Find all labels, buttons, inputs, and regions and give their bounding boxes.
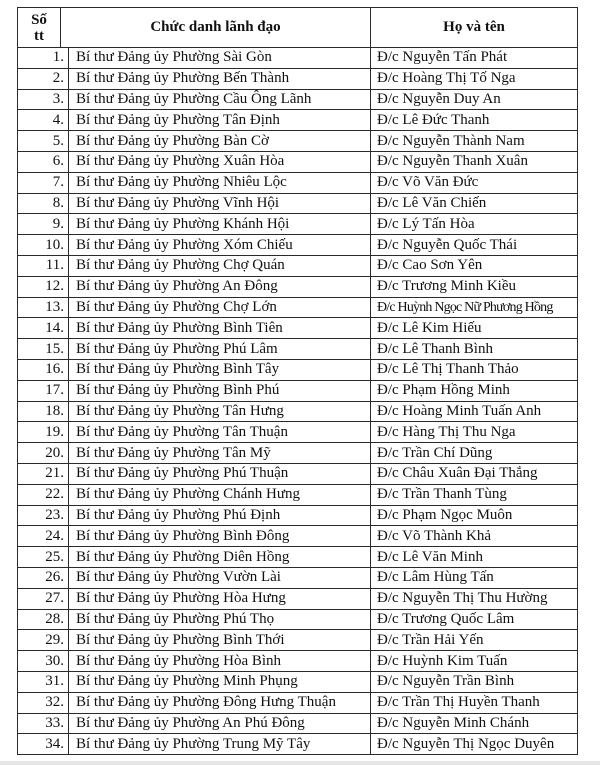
row-title: Bí thư Đảng ủy Phường Vườn Lài bbox=[69, 567, 371, 588]
table-row bbox=[18, 48, 578, 69]
row-stt: 18. bbox=[18, 401, 69, 422]
document-page bbox=[17, 7, 577, 755]
row-stt: 13. bbox=[18, 297, 69, 318]
row-title: Bí thư Đảng ủy Phường Tân Mỹ bbox=[69, 443, 371, 464]
row-name: Đ/c Trần Chí Dũng bbox=[371, 443, 578, 464]
row-name: Đ/c Nguyễn Thị Thu Hường bbox=[371, 588, 578, 609]
row-name: Đ/c Nguyễn Minh Chánh bbox=[371, 713, 578, 734]
row-title: Bí thư Đảng ủy Phường Phú Lâm bbox=[69, 339, 371, 360]
header-stt-title-group bbox=[18, 8, 371, 48]
table-row bbox=[18, 567, 578, 588]
row-title: Bí thư Đảng ủy Phường Khánh Hội bbox=[69, 214, 371, 235]
row-stt: 19. bbox=[18, 422, 69, 443]
row-title: Bí thư Đảng ủy Phường Bàn Cờ bbox=[69, 131, 371, 152]
table-row bbox=[18, 68, 578, 89]
table-row bbox=[18, 89, 578, 110]
table-row bbox=[18, 380, 578, 401]
row-title: Bí thư Đảng ủy Phường Chánh Hưng bbox=[69, 484, 371, 505]
row-name: Đ/c Lê Đức Thanh bbox=[371, 110, 578, 131]
row-title: Bí thư Đảng ủy Phường Bình Đông bbox=[69, 526, 371, 547]
row-stt: 33. bbox=[18, 713, 69, 734]
row-title: Bí thư Đảng ủy Phường Diên Hồng bbox=[69, 547, 371, 568]
table-row bbox=[18, 214, 578, 235]
row-stt: 22. bbox=[18, 484, 69, 505]
table-row bbox=[18, 172, 578, 193]
header-name: Họ và tên bbox=[371, 8, 578, 48]
table-body bbox=[18, 48, 578, 755]
row-name: Đ/c Nguyễn Thanh Xuân bbox=[371, 151, 578, 172]
row-name: Đ/c Lê Kim Hiếu bbox=[371, 318, 578, 339]
table-row bbox=[18, 276, 578, 297]
table-row bbox=[18, 359, 578, 380]
row-name: Đ/c Lâm Hùng Tấn bbox=[371, 567, 578, 588]
row-name: Đ/c Phạm Hồng Minh bbox=[371, 380, 578, 401]
row-name: Đ/c Trương Quốc Lâm bbox=[371, 609, 578, 630]
row-stt: 5. bbox=[18, 131, 69, 152]
table-row bbox=[18, 651, 578, 672]
row-title: Bí thư Đảng ủy Phường Xóm Chiếu bbox=[69, 235, 371, 256]
row-title: Bí thư Đảng ủy Phường Phú Thuận bbox=[69, 463, 371, 484]
row-title: Bí thư Đảng ủy Phường Trung Mỹ Tây bbox=[69, 734, 371, 755]
header-stt-line1: Số bbox=[31, 11, 47, 28]
row-title: Bí thư Đảng ủy Phường Hòa Hưng bbox=[69, 588, 371, 609]
row-title: Bí thư Đảng ủy Phường Bình Tây bbox=[69, 359, 371, 380]
row-name: Đ/c Võ Văn Đức bbox=[371, 172, 578, 193]
row-title: Bí thư Đảng ủy Phường Bến Thành bbox=[69, 68, 371, 89]
table-row bbox=[18, 318, 578, 339]
row-name: Đ/c Võ Thành Khả bbox=[371, 526, 578, 547]
table-row bbox=[18, 671, 578, 692]
row-name: Đ/c Lê Thanh Bình bbox=[371, 339, 578, 360]
table-row bbox=[18, 422, 578, 443]
row-name: Đ/c Nguyễn Trần Bình bbox=[371, 671, 578, 692]
header-stt bbox=[18, 8, 61, 47]
row-name: Đ/c Lê Thị Thanh Thảo bbox=[371, 359, 578, 380]
row-stt: 8. bbox=[18, 193, 69, 214]
row-title: Bí thư Đảng ủy Phường Xuân Hòa bbox=[69, 151, 371, 172]
row-stt: 29. bbox=[18, 630, 69, 651]
table-row bbox=[18, 297, 578, 318]
row-name: Đ/c Cao Sơn Yên bbox=[371, 255, 578, 276]
table-row bbox=[18, 734, 578, 755]
row-stt: 28. bbox=[18, 609, 69, 630]
page-bottom-edge bbox=[0, 761, 600, 765]
row-title: Bí thư Đảng ủy Phường Minh Phụng bbox=[69, 671, 371, 692]
row-stt: 27. bbox=[18, 588, 69, 609]
row-stt: 3. bbox=[18, 89, 69, 110]
row-name: Đ/c Nguyễn Duy An bbox=[371, 89, 578, 110]
row-name: Đ/c Lê Văn Chiến bbox=[371, 193, 578, 214]
row-stt: 26. bbox=[18, 567, 69, 588]
row-name: Đ/c Nguyễn Tấn Phát bbox=[371, 48, 578, 69]
row-name: Đ/c Nguyễn Thành Nam bbox=[371, 131, 578, 152]
row-stt: 6. bbox=[18, 151, 69, 172]
table-row bbox=[18, 692, 578, 713]
row-name: Đ/c Lý Tấn Hòa bbox=[371, 214, 578, 235]
row-name: Đ/c Trần Thị Huyền Thanh bbox=[371, 692, 578, 713]
row-title: Bí thư Đảng ủy Phường Bình Phú bbox=[69, 380, 371, 401]
row-title: Bí thư Đảng ủy Phường Tân Định bbox=[69, 110, 371, 131]
table-row bbox=[18, 193, 578, 214]
row-stt: 32. bbox=[18, 692, 69, 713]
row-title: Bí thư Đảng ủy Phường Nhiêu Lộc bbox=[69, 172, 371, 193]
row-stt: 10. bbox=[18, 235, 69, 256]
row-name: Đ/c Châu Xuân Đại Thắng bbox=[371, 463, 578, 484]
row-stt: 1. bbox=[18, 48, 69, 69]
row-stt: 25. bbox=[18, 547, 69, 568]
row-title: Bí thư Đảng ủy Phường Phú Định bbox=[69, 505, 371, 526]
row-title: Bí thư Đảng ủy Phường Bình Thới bbox=[69, 630, 371, 651]
row-stt: 20. bbox=[18, 443, 69, 464]
row-stt: 11. bbox=[18, 255, 69, 276]
row-name: Đ/c Huỳnh Kim Tuấn bbox=[371, 651, 578, 672]
row-stt: 16. bbox=[18, 359, 69, 380]
row-title: Bí thư Đảng ủy Phường Hòa Bình bbox=[69, 651, 371, 672]
table-row bbox=[18, 110, 578, 131]
table-row bbox=[18, 526, 578, 547]
row-stt: 21. bbox=[18, 463, 69, 484]
table-row bbox=[18, 339, 578, 360]
row-stt: 7. bbox=[18, 172, 69, 193]
row-stt: 12. bbox=[18, 276, 69, 297]
table-row bbox=[18, 505, 578, 526]
row-title: Bí thư Đảng ủy Phường An Đông bbox=[69, 276, 371, 297]
row-stt: 9. bbox=[18, 214, 69, 235]
row-name: Đ/c Hoàng Thị Tố Nga bbox=[371, 68, 578, 89]
table-row bbox=[18, 547, 578, 568]
table-row bbox=[18, 463, 578, 484]
row-name: Đ/c Hàng Thị Thu Nga bbox=[371, 422, 578, 443]
row-title: Bí thư Đảng ủy Phường Chợ Quán bbox=[69, 255, 371, 276]
table-row bbox=[18, 443, 578, 464]
leaders-table bbox=[17, 7, 578, 755]
row-title: Bí thư Đảng ủy Phường Vĩnh Hội bbox=[69, 193, 371, 214]
table-row bbox=[18, 588, 578, 609]
table-row bbox=[18, 255, 578, 276]
row-name: Đ/c Trương Minh Kiều bbox=[371, 276, 578, 297]
row-title: Bí thư Đảng ủy Phường Tân Thuận bbox=[69, 422, 371, 443]
row-name: Đ/c Phạm Ngọc Muôn bbox=[371, 505, 578, 526]
row-stt: 14. bbox=[18, 318, 69, 339]
header-title: Chức danh lãnh đạo bbox=[150, 19, 281, 35]
row-stt: 2. bbox=[18, 68, 69, 89]
row-name: Đ/c Trần Hải Yến bbox=[371, 630, 578, 651]
row-name: Đ/c Lê Văn Minh bbox=[371, 547, 578, 568]
table-row bbox=[18, 484, 578, 505]
row-title: Bí thư Đảng ủy Phường An Phú Đông bbox=[69, 713, 371, 734]
row-stt: 17. bbox=[18, 380, 69, 401]
row-name: Đ/c Trần Thanh Tùng bbox=[371, 484, 578, 505]
row-title: Bí thư Đảng ủy Phường Đông Hưng Thuận bbox=[69, 692, 371, 713]
table-row bbox=[18, 151, 578, 172]
row-stt: 23. bbox=[18, 505, 69, 526]
row-title: Bí thư Đảng ủy Phường Tân Hưng bbox=[69, 401, 371, 422]
row-name: Đ/c Nguyễn Thị Ngọc Duyên bbox=[371, 734, 578, 755]
row-stt: 31. bbox=[18, 671, 69, 692]
row-stt: 4. bbox=[18, 110, 69, 131]
table-row bbox=[18, 235, 578, 256]
table-row bbox=[18, 609, 578, 630]
row-stt: 34. bbox=[18, 734, 69, 755]
header-stt-line2: tt bbox=[34, 27, 44, 44]
row-title: Bí thư Đảng ủy Phường Sài Gòn bbox=[69, 48, 371, 69]
row-name: Đ/c Huỳnh Ngọc Nữ Phương Hồng bbox=[371, 297, 578, 318]
row-stt: 24. bbox=[18, 526, 69, 547]
row-stt: 30. bbox=[18, 651, 69, 672]
row-title: Bí thư Đảng ủy Phường Chợ Lớn bbox=[69, 297, 371, 318]
row-title: Bí thư Đảng ủy Phường Bình Tiên bbox=[69, 318, 371, 339]
table-row bbox=[18, 713, 578, 734]
table-header bbox=[18, 8, 578, 48]
header-row bbox=[18, 8, 578, 48]
row-name: Đ/c Nguyễn Quốc Thái bbox=[371, 235, 578, 256]
table-row bbox=[18, 131, 578, 152]
row-stt: 15. bbox=[18, 339, 69, 360]
table-row bbox=[18, 630, 578, 651]
row-title: Bí thư Đảng ủy Phường Cầu Ông Lãnh bbox=[69, 89, 371, 110]
row-title: Bí thư Đảng ủy Phường Phú Thọ bbox=[69, 609, 371, 630]
table-row bbox=[18, 401, 578, 422]
row-name: Đ/c Hoàng Minh Tuấn Anh bbox=[371, 401, 578, 422]
